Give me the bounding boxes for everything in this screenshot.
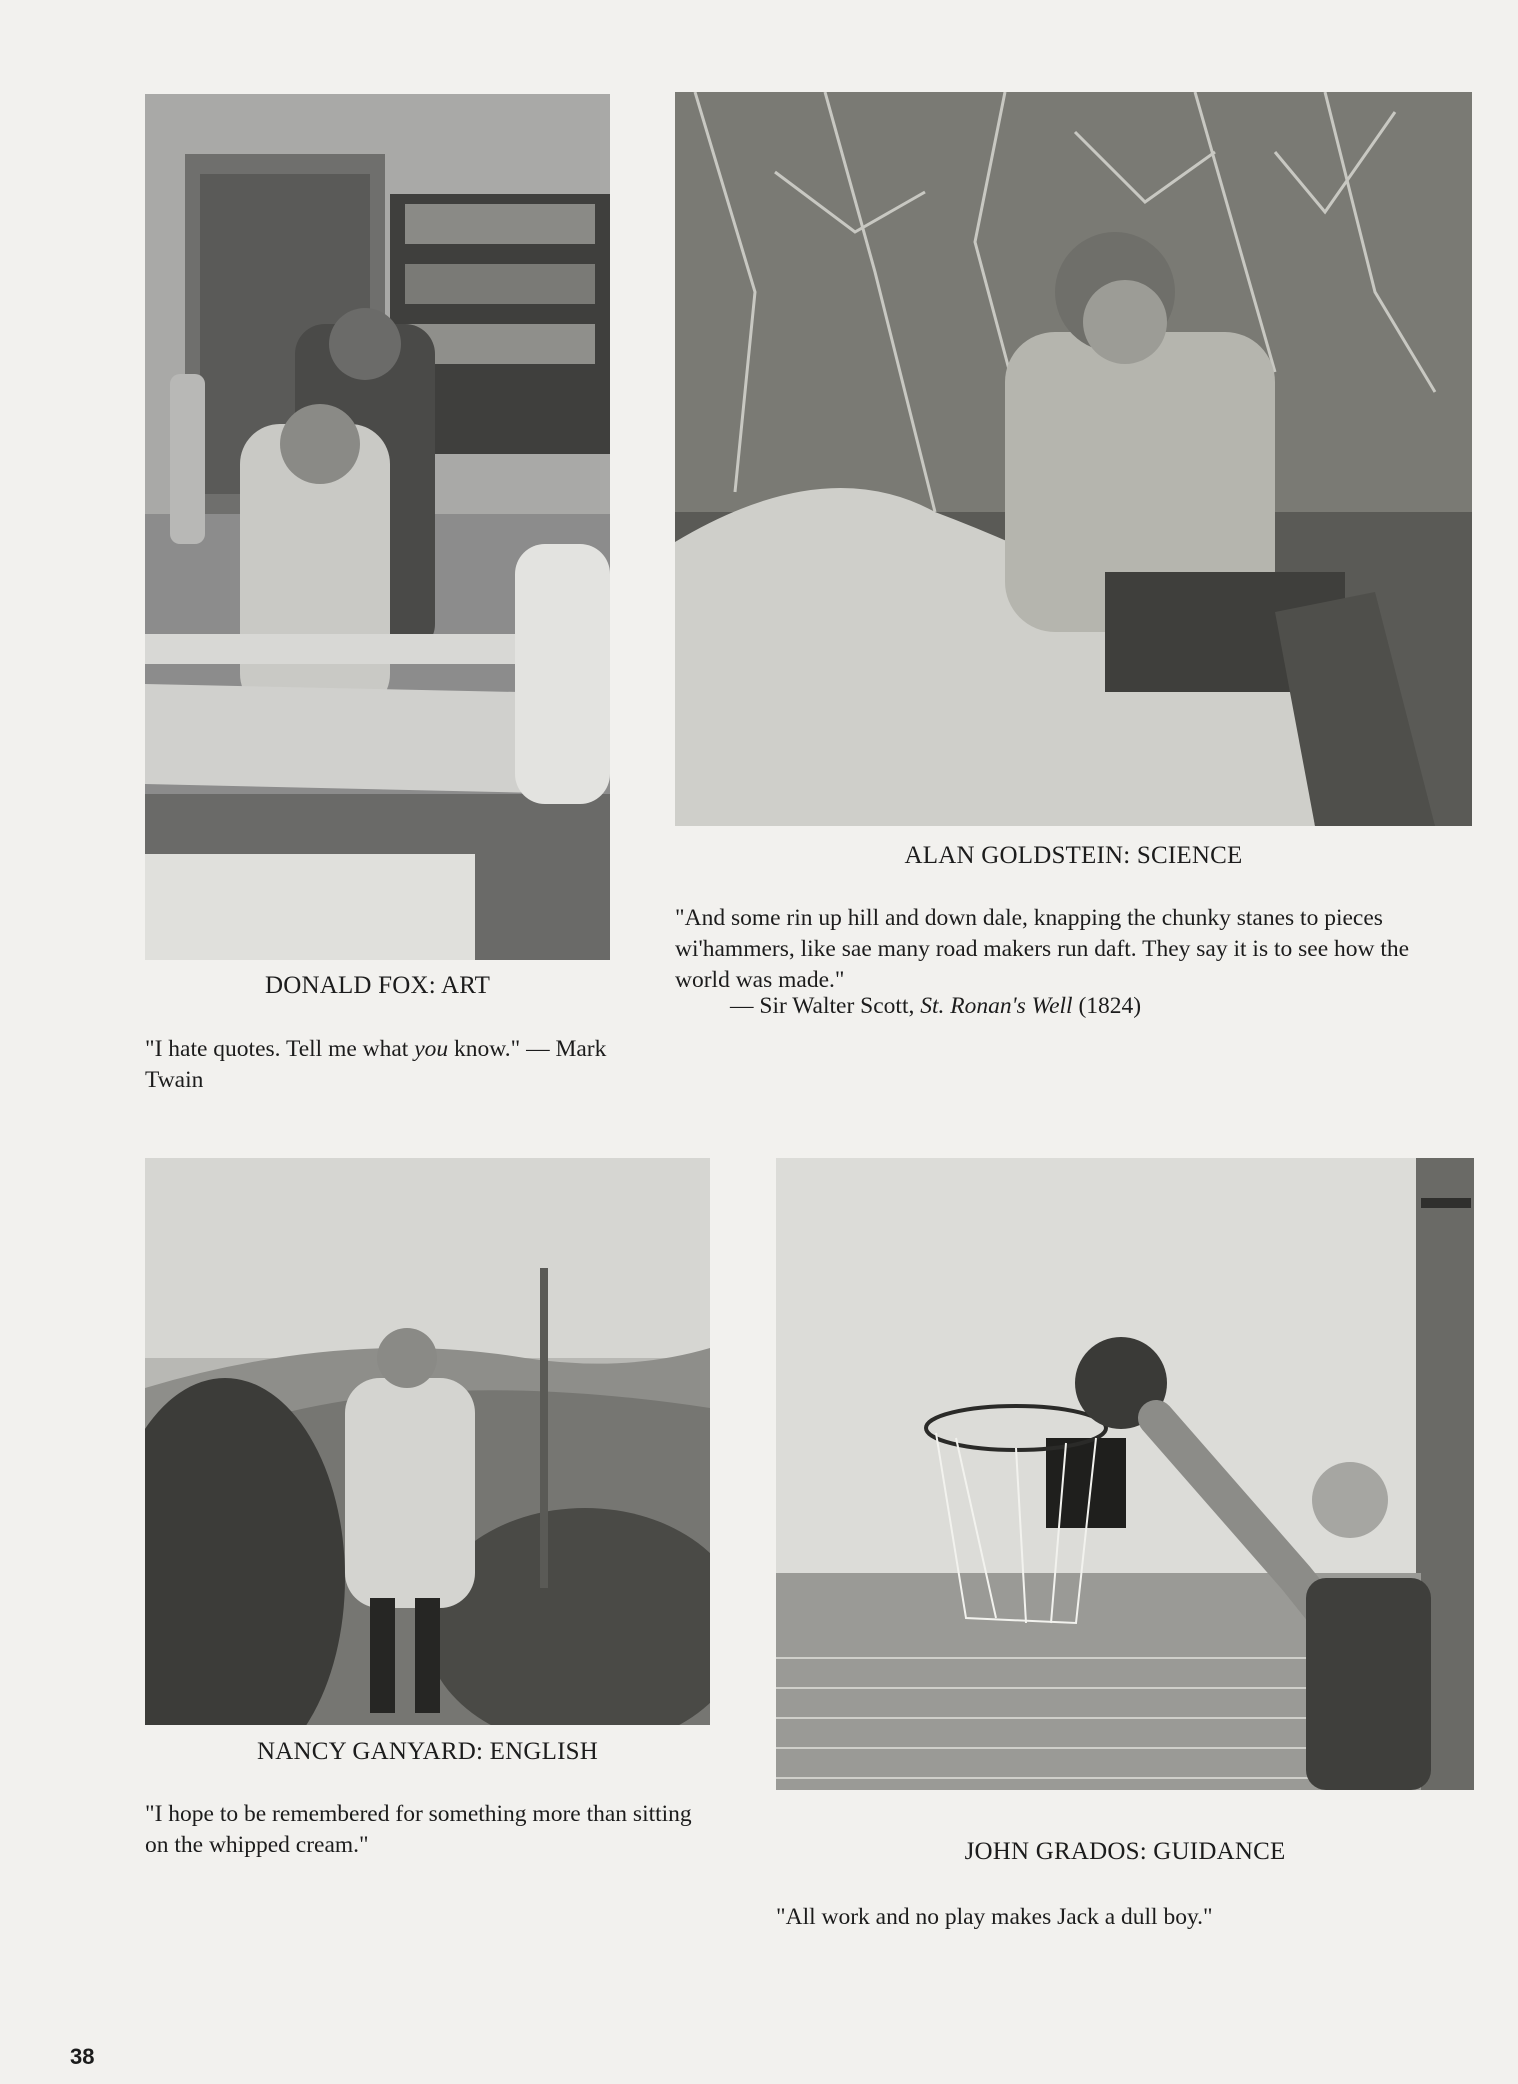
alan-goldstein-caption: ALAN GOLDSTEIN: SCIENCE — [904, 842, 1243, 869]
quote-emphasis: you — [414, 1036, 449, 1062]
attribution-title: St. Ronan's Well — [920, 993, 1073, 1019]
mountain-photo — [145, 1158, 710, 1725]
donald-fox-caption: DONALD FOX: ART — [264, 972, 491, 999]
alan-goldstein-attribution — [730, 993, 1141, 1020]
quote-text: "I hate quotes. Tell me what — [145, 1036, 415, 1062]
woods-boulder-photo — [675, 92, 1472, 826]
attribution-text: — Sir Walter Scott, — [730, 993, 921, 1019]
page-number: 38 — [70, 2044, 95, 2069]
attribution-year: (1824) — [1072, 993, 1142, 1019]
art-room-photo — [145, 94, 610, 960]
john-grados-caption: JOHN GRADOS: GUIDANCE — [964, 1838, 1286, 1865]
alan-goldstein-quote: "And some rin up hill and down dale, knapping the chunky stanes to pieces wi'hammers, like sae many road makers run daft. They say it is to see how the world was made." — [675, 905, 1410, 993]
donald-fox-quote — [145, 1034, 625, 1096]
quote-text: know." — Mark Twain — [145, 1036, 607, 1093]
basketball-photo — [776, 1158, 1474, 1790]
nancy-ganyard-quote: "I hope to be remembered for something more than sitting on the whipped cream." — [145, 1801, 692, 1858]
john-grados-quote: "All work and no play makes Jack a dull boy." — [776, 1904, 1213, 1930]
nancy-ganyard-caption: NANCY GANYARD: ENGLISH — [257, 1738, 598, 1765]
